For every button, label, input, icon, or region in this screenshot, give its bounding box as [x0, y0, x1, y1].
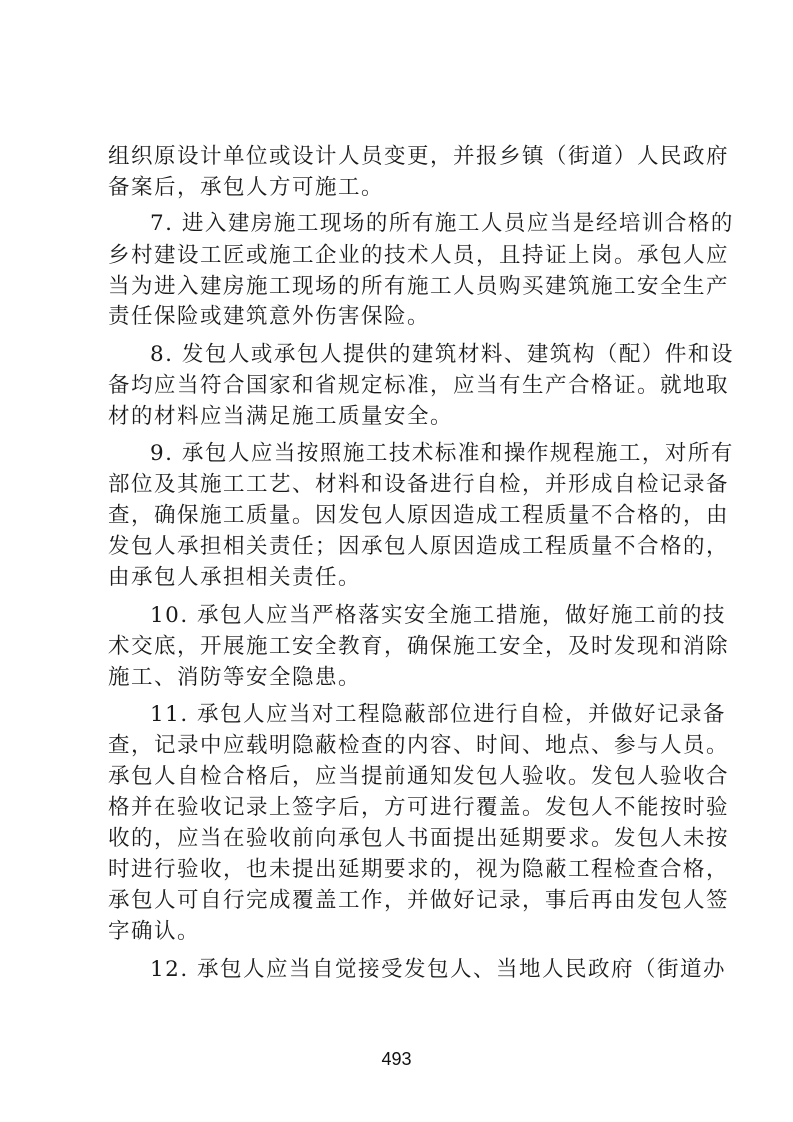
- text-line: 术交底，开展施工安全教育，确保施工安全，及时发现和消除: [108, 634, 730, 659]
- text-line: 部位及其施工工艺、材料和设备进行自检，并形成自检记录备: [108, 472, 730, 497]
- text-line: 由承包人承担相关责任。: [108, 565, 362, 590]
- text-line: 9. 承包人应当按照施工技术标准和操作规程施工，对所有: [150, 441, 734, 466]
- text-line: 收的，应当在验收前向承包人书面提出延期要求。发包人未按: [108, 826, 730, 851]
- page-number: 493: [381, 1049, 412, 1069]
- text-line: 承包人自检合格后，应当提前通知发包人验收。发包人验收合: [108, 764, 730, 789]
- text-line: 12. 承包人应当自觉接受发包人、当地人民政府（街道办: [150, 957, 727, 982]
- text-line: 当为进入建房施工现场的所有施工人员购买建筑施工安全生产: [108, 274, 730, 299]
- text-line: 备案后，承包人方可施工。: [108, 175, 385, 200]
- text-line: 时进行验收，也未提出延期要求的，视为隐蔽工程检查合格，: [108, 857, 730, 882]
- text-line: 施工、消防等安全隐患。: [108, 665, 362, 690]
- text-line: 格并在验收记录上签字后，方可进行覆盖。发包人不能按时验: [108, 795, 730, 820]
- text-line: 7. 进入建房施工现场的所有施工人员应当是经培训合格的: [150, 211, 734, 236]
- text-line: 发包人承担相关责任；因承包人原因造成工程质量不合格的，: [108, 534, 730, 559]
- text-line: 备均应当符合国家和省规定标准，应当有生产合格证。就地取: [108, 373, 730, 398]
- text-line: 材的材料应当满足施工质量安全。: [108, 404, 454, 429]
- text-line: 查，确保施工质量。因发包人原因造成工程质量不合格的，由: [108, 503, 730, 528]
- text-line: 乡村建设工匠或施工企业的技术人员，且持证上岗。承包人应: [108, 243, 730, 268]
- text-line: 11. 承包人应当对工程隐蔽部位进行自检，并做好记录备: [150, 702, 727, 727]
- text-line: 承包人可自行完成覆盖工作，并做好记录，事后再由发包人签: [108, 888, 730, 913]
- text-line: 责任保险或建筑意外伤害保险。: [108, 304, 431, 329]
- text-line: 组织原设计单位或设计人员变更，并报乡镇（街道）人民政府: [108, 144, 730, 169]
- text-line: 字确认。: [108, 919, 201, 944]
- text-line: 8. 发包人或承包人提供的建筑材料、建筑构（配）件和设: [150, 342, 734, 367]
- text-line: 10. 承包人应当严格落实安全施工措施，做好施工前的技: [150, 603, 727, 628]
- text-line: 查，记录中应载明隐蔽检查的内容、时间、地点、参与人员。: [108, 733, 730, 758]
